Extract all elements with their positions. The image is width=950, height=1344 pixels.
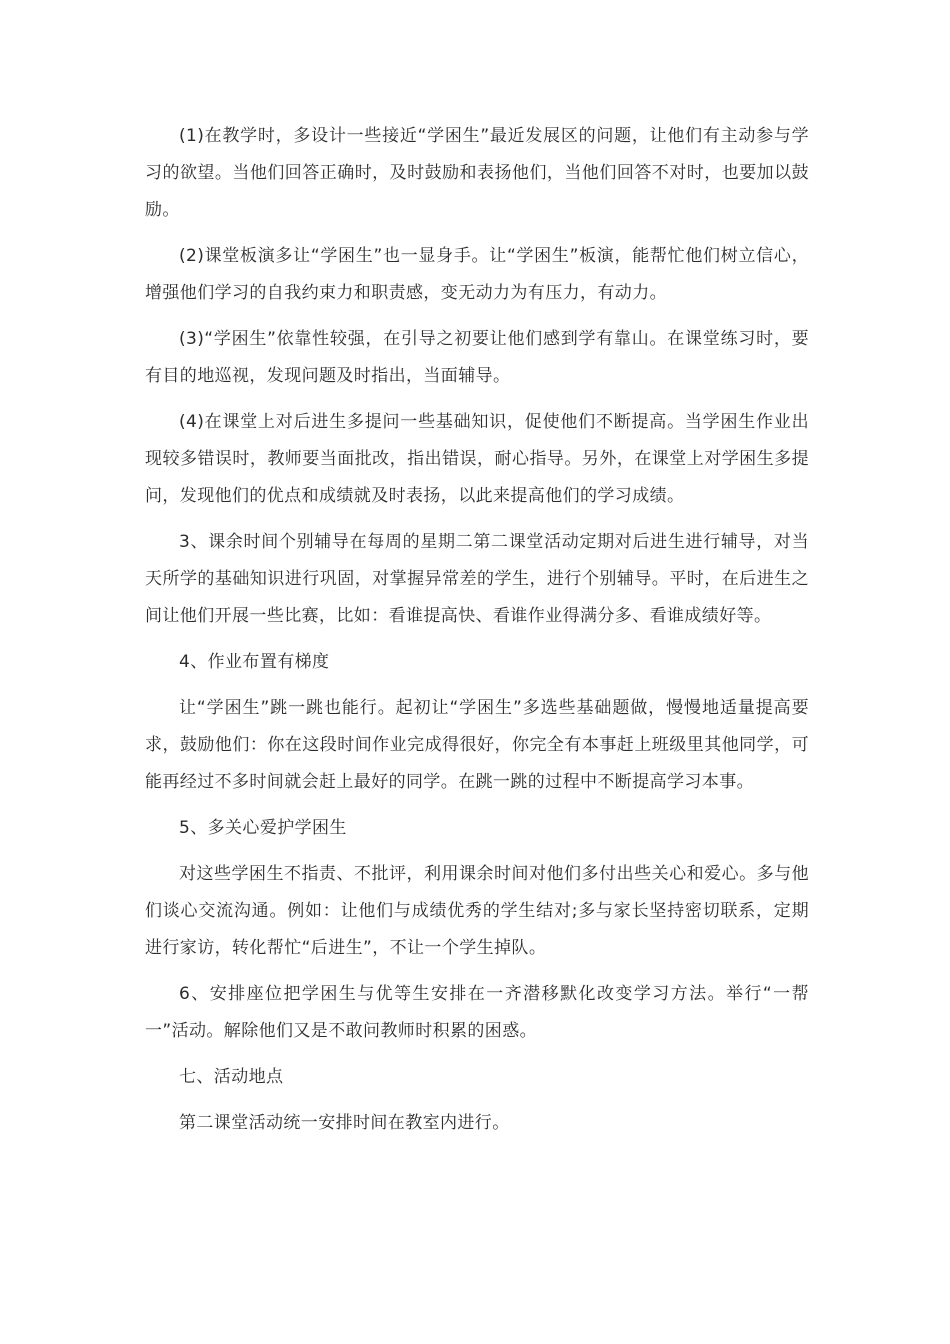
paragraph-item-6-seating: 6、安排座位把学困生与优等生安排在一齐潜移默化改变学习方法。举行“一帮一”活动。解除他们又是不敢问教师时积累的困惑。 (145, 984, 809, 1041)
heading-section-7-location: 七、活动地点 (179, 1067, 284, 1087)
heading-item-5-care: 5、多关心爱护学困生 (179, 818, 347, 838)
paragraph-homework-detail: 让“学困生”跳一跳也能行。起初让“学困生”多选些基础题做，慢慢地适量提高要求，鼓励他们：你在这段时间作业完成得很好，你完全有本事赶上班级里其他同学，可能再经过不多时间就会赶上最好的同学。在跳一跳的过程中不断提高学习本事。 (145, 698, 809, 792)
paragraph-sub-item-1: (1)在教学时，多设计一些接近“学困生”最近发展区的问题，让他们有主动参与学习的欲望。当他们回答正确时，及时鼓励和表扬他们，当他们回答不对时，也要加以鼓励。 (145, 126, 809, 220)
heading-item-4-homework: 4、作业布置有梯度 (179, 652, 330, 672)
paragraph-sub-item-3: (3)“学困生”依靠性较强，在引导之初要让他们感到学有靠山。在课堂练习时，要有目的地巡视，发现问题及时指出，当面辅导。 (145, 329, 809, 386)
paragraph-sub-item-2: (2)课堂板演多让“学困生”也一显身手。让“学困生”板演，能帮忙他们树立信心，增强他们学习的自我约束力和职责感，变无动力为有压力，有动力。 (145, 246, 809, 303)
document-body (145, 118, 809, 1151)
paragraph-care-detail: 对这些学困生不指责、不批评，利用课余时间对他们多付出些关心和爱心。多与他们谈心交流沟通。例如：让他们与成绩优秀的学生结对;多与家长坚持密切联系，定期进行家访，转化帮忙“后进生”，不让一个学生掉队。 (145, 864, 809, 958)
paragraph-location-detail: 第二课堂活动统一安排时间在教室内进行。 (179, 1113, 510, 1133)
paragraph-sub-item-4: (4)在课堂上对后进生多提问一些基础知识，促使他们不断提高。当学困生作业出现较多错误时，教师要当面批改，指出错误，耐心指导。另外，在课堂上对学困生多提问，发现他们的优点和成绩就及时表扬，以此来提高他们的学习成绩。 (145, 412, 809, 506)
paragraph-item-3-tutoring: 3、课余时间个别辅导在每周的星期二第二课堂活动定期对后进生进行辅导，对当天所学的基础知识进行巩固，对掌握异常差的学生，进行个别辅导。平时，在后进生之间让他们开展一些比赛，比如：看谁提高快、看谁作业得满分多、看谁成绩好等。 (145, 532, 809, 626)
